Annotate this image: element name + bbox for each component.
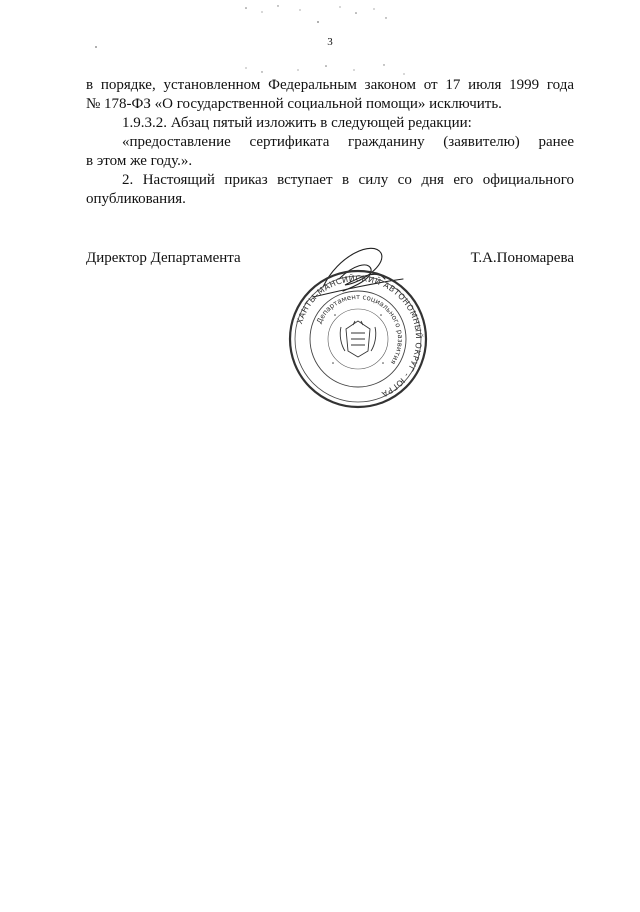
paragraph-3-line-2: в этом же году.». xyxy=(86,153,193,169)
stamp-inner-text: Департамент социального развития xyxy=(315,292,405,366)
paragraph-1-line-1: в порядке, установленном Федеральным законом от 17 июля 1999 года xyxy=(86,77,574,93)
paragraph-3-line-1: «предоставление сертификата гражданину (заявителю) ранее xyxy=(122,134,574,150)
paragraph-2: 1.9.3.2. Абзац пятый изложить в следующей редакции: xyxy=(122,115,472,131)
emblem-icon xyxy=(340,321,376,357)
official-stamp xyxy=(283,235,433,410)
paragraph-4-line-1: 2. Настоящий приказ вступает в силу со дня его официального xyxy=(122,172,574,188)
document-body xyxy=(86,76,574,209)
signatory-title: Директор Департамента xyxy=(86,250,241,266)
paragraph-4-line-2: опубликования. xyxy=(86,191,186,207)
stamp-outer-text: ХАНТЫ-МАНСИЙСКИЙ АВТОНОМНЫЙ ОКРУГ - ЮГРА xyxy=(295,273,424,399)
page-number: 3 xyxy=(327,36,333,48)
paragraph-1-line-2: № 178-ФЗ «О государственной социальной помощи» исключить. xyxy=(86,96,502,112)
stamp-seal xyxy=(290,271,426,407)
signatory-name: Т.А.Пономарева xyxy=(470,250,574,266)
